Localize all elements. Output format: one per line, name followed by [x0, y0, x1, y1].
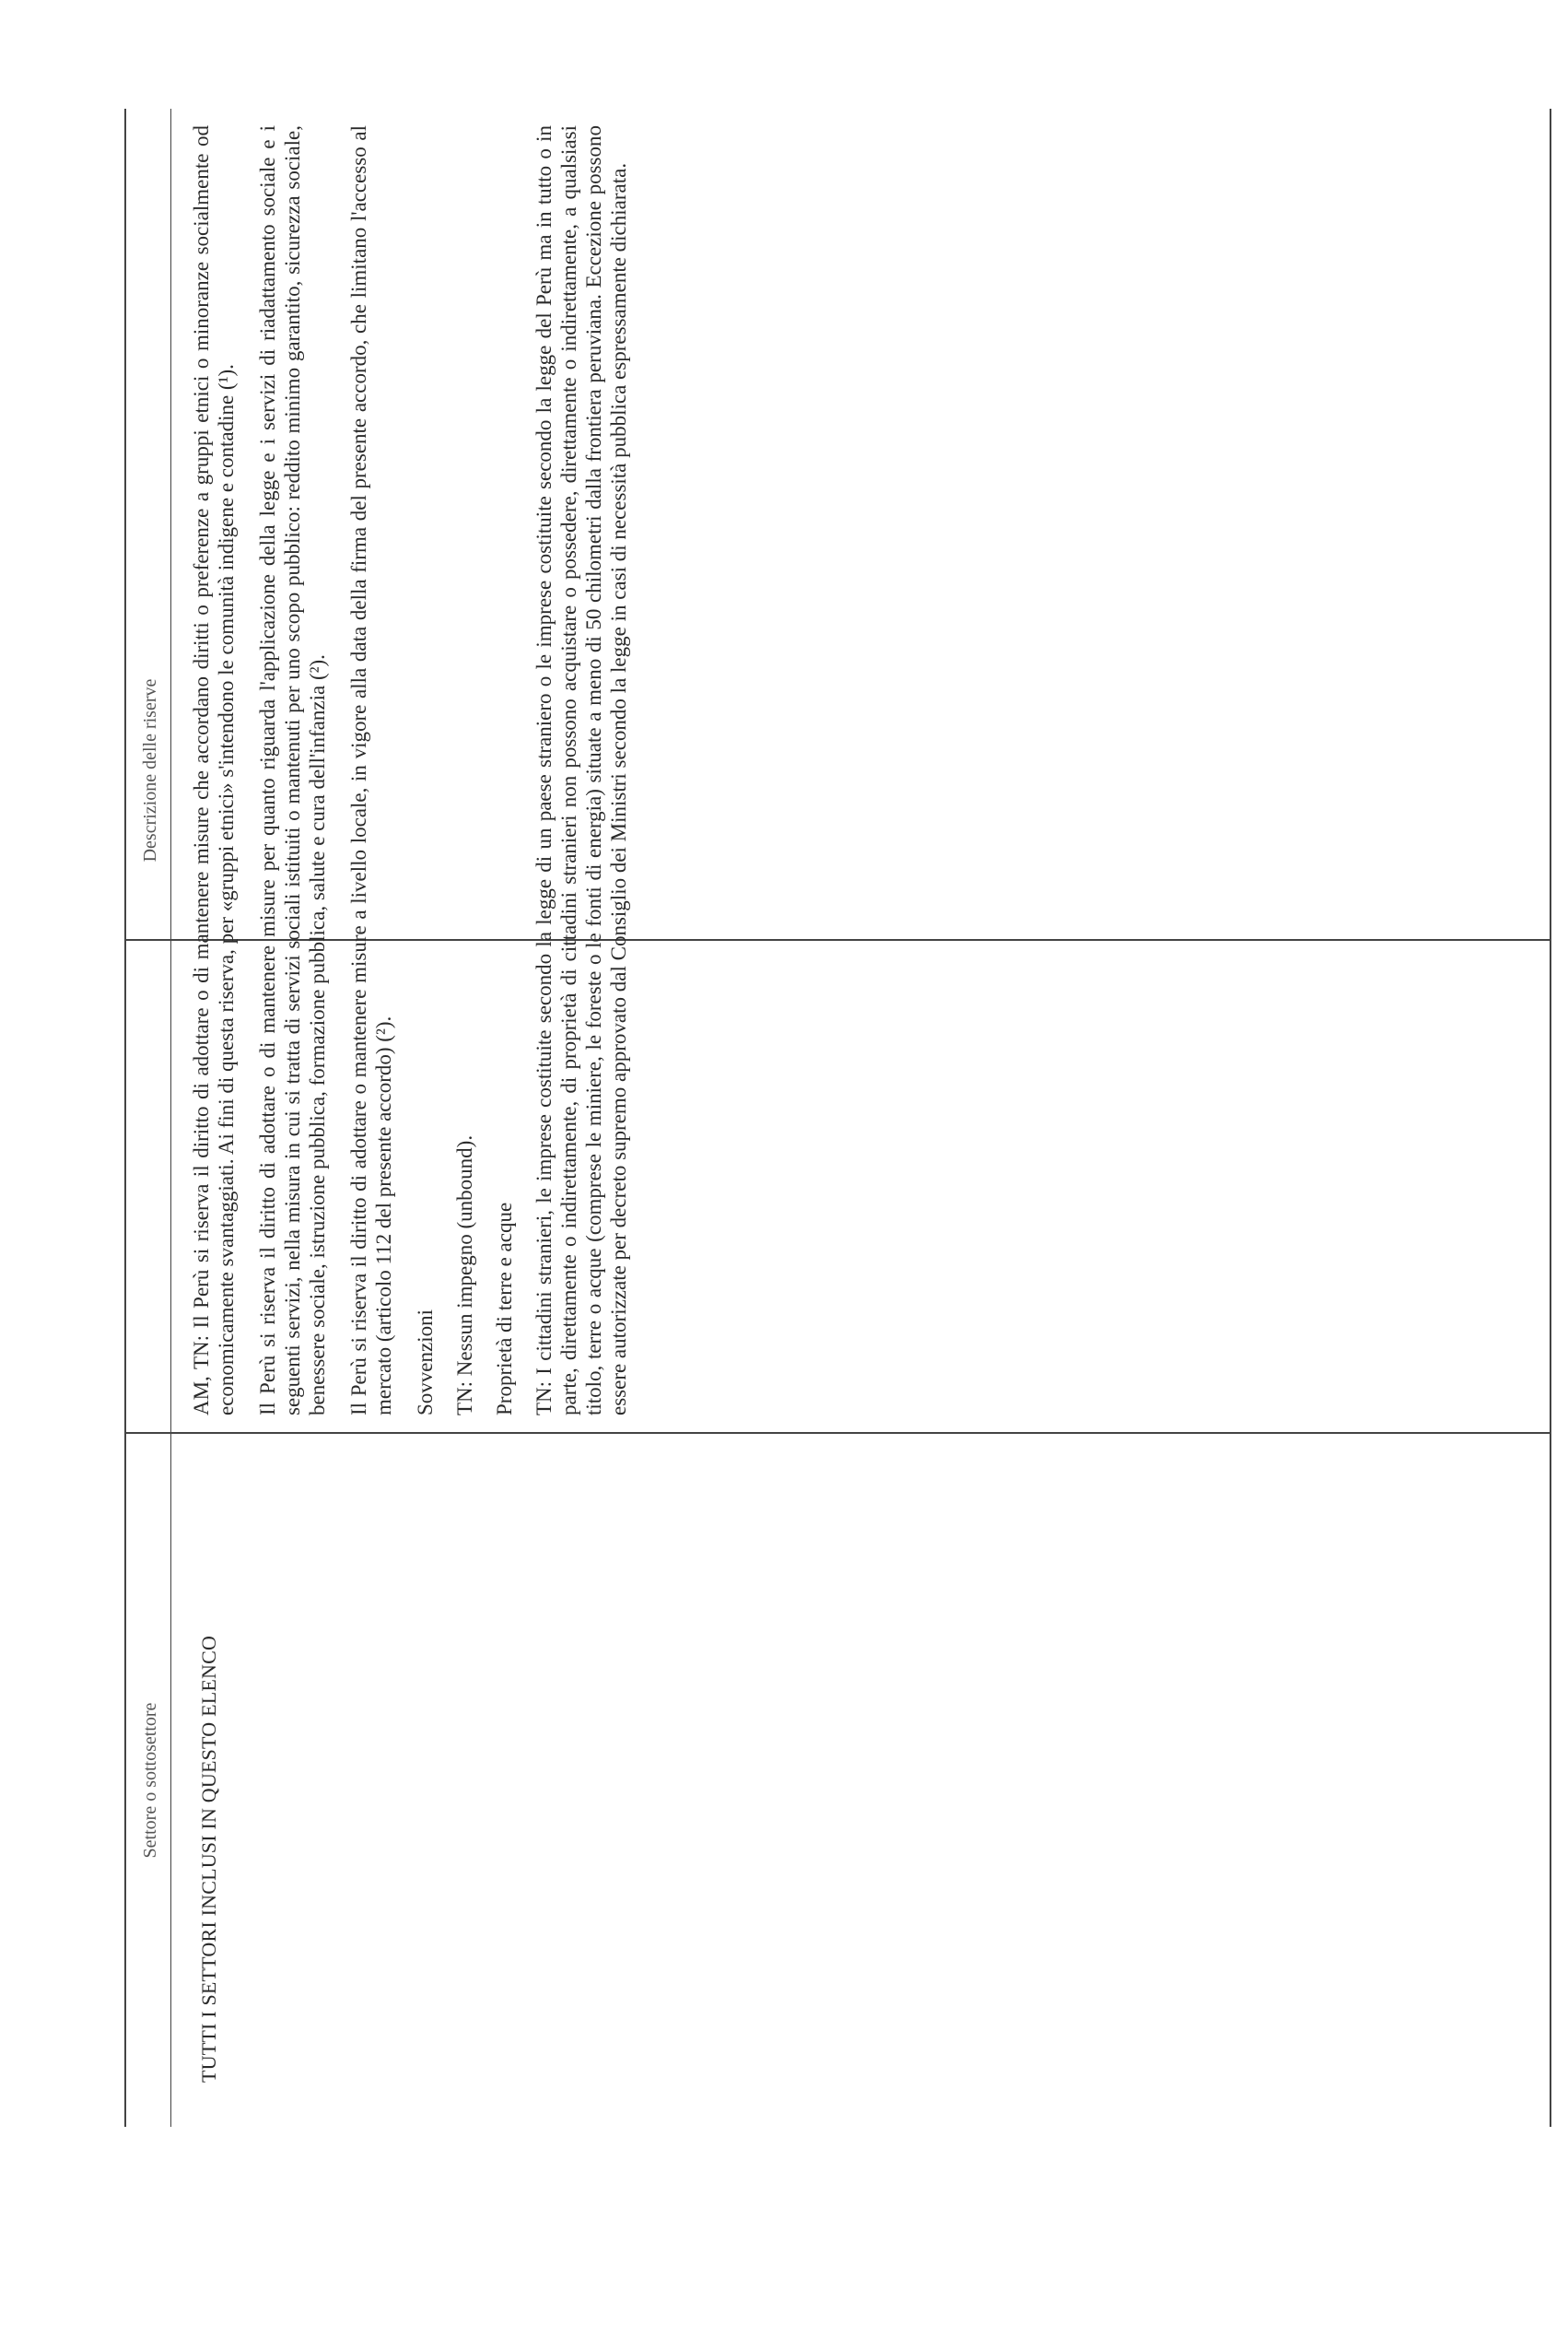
subheading-land: Proprietà di terre e acque	[493, 1202, 516, 1415]
reserve-text: TN: I cittadini stranieri, le imprese costituite secondo la legge di un paese straniero o le imprese costituite secondo la legge del Perù ma in tutto o in parte, direttamente o indirettamente, di proprietà di cittadini stranieri non possono acquistare o possedere, direttamente o indirettamente, a qualsiasi titolo, terre o acque (comprese le miniere, le foreste o le fonti di energia) situate a meno di 50 chilometri dalla frontiera peruviana. Eccezione possono essere autorizzate per decreto supremo approvato dal Consiglio dei Ministri secondo la legge in casi di necessità pubblica espressamente dichiarata.	[532, 125, 630, 1415]
reserve-text: Il Perù si riserva il diritto di adottare o mantenere misure a livello locale, in vigore alla data della firma del presente accordo, che limitano l'accesso al mercato (articolo 112 del presente accordo) (²).	[347, 125, 395, 1415]
table-top-rule	[124, 109, 126, 2127]
header-sector: Settore o sottosettore	[140, 1702, 160, 1859]
reserve-text: AM, TN: Il Perù si riserva il diritto di adottare o di mantenere misure che accordano diritti o preferenze a gruppi etnici o minoranze socialmente od economicamente svantaggiati. Ai fini di questa riserva, per «gruppi etnici» s'intendono le comunità indigene e contadine (¹).	[190, 125, 238, 1415]
column-divider	[124, 1432, 1551, 1434]
reserve-text: TN: Nessun impegno (unbound).	[453, 1134, 476, 1415]
header-description: Descrizione delle riserve	[140, 678, 160, 863]
subheading-subsidies: Sovvenzioni	[414, 1309, 437, 1415]
header-bottom-rule	[170, 109, 171, 2127]
table-bottom-rule	[1550, 109, 1551, 2127]
sector-cell: TUTTI I SETTORI INCLUSI IN QUESTO ELENCO	[197, 1635, 220, 2083]
reserve-text: Il Perù si riserva il diritto di adottare o di mantenere misure per quanto riguarda l'applicazione della legge e i servizi di riadattamento sociale e i seguenti servizi, nella misura in cui si tratta di servizi sociali istituiti o mantenuti per uno scopo pubblico: reddito minimo garantito, sicurezza sociale, benessere sociale, istruzione pubblica, formazione pubblica, salute e cura dell'infanzia (²).	[256, 125, 329, 1415]
description-column	[189, 125, 646, 1415]
